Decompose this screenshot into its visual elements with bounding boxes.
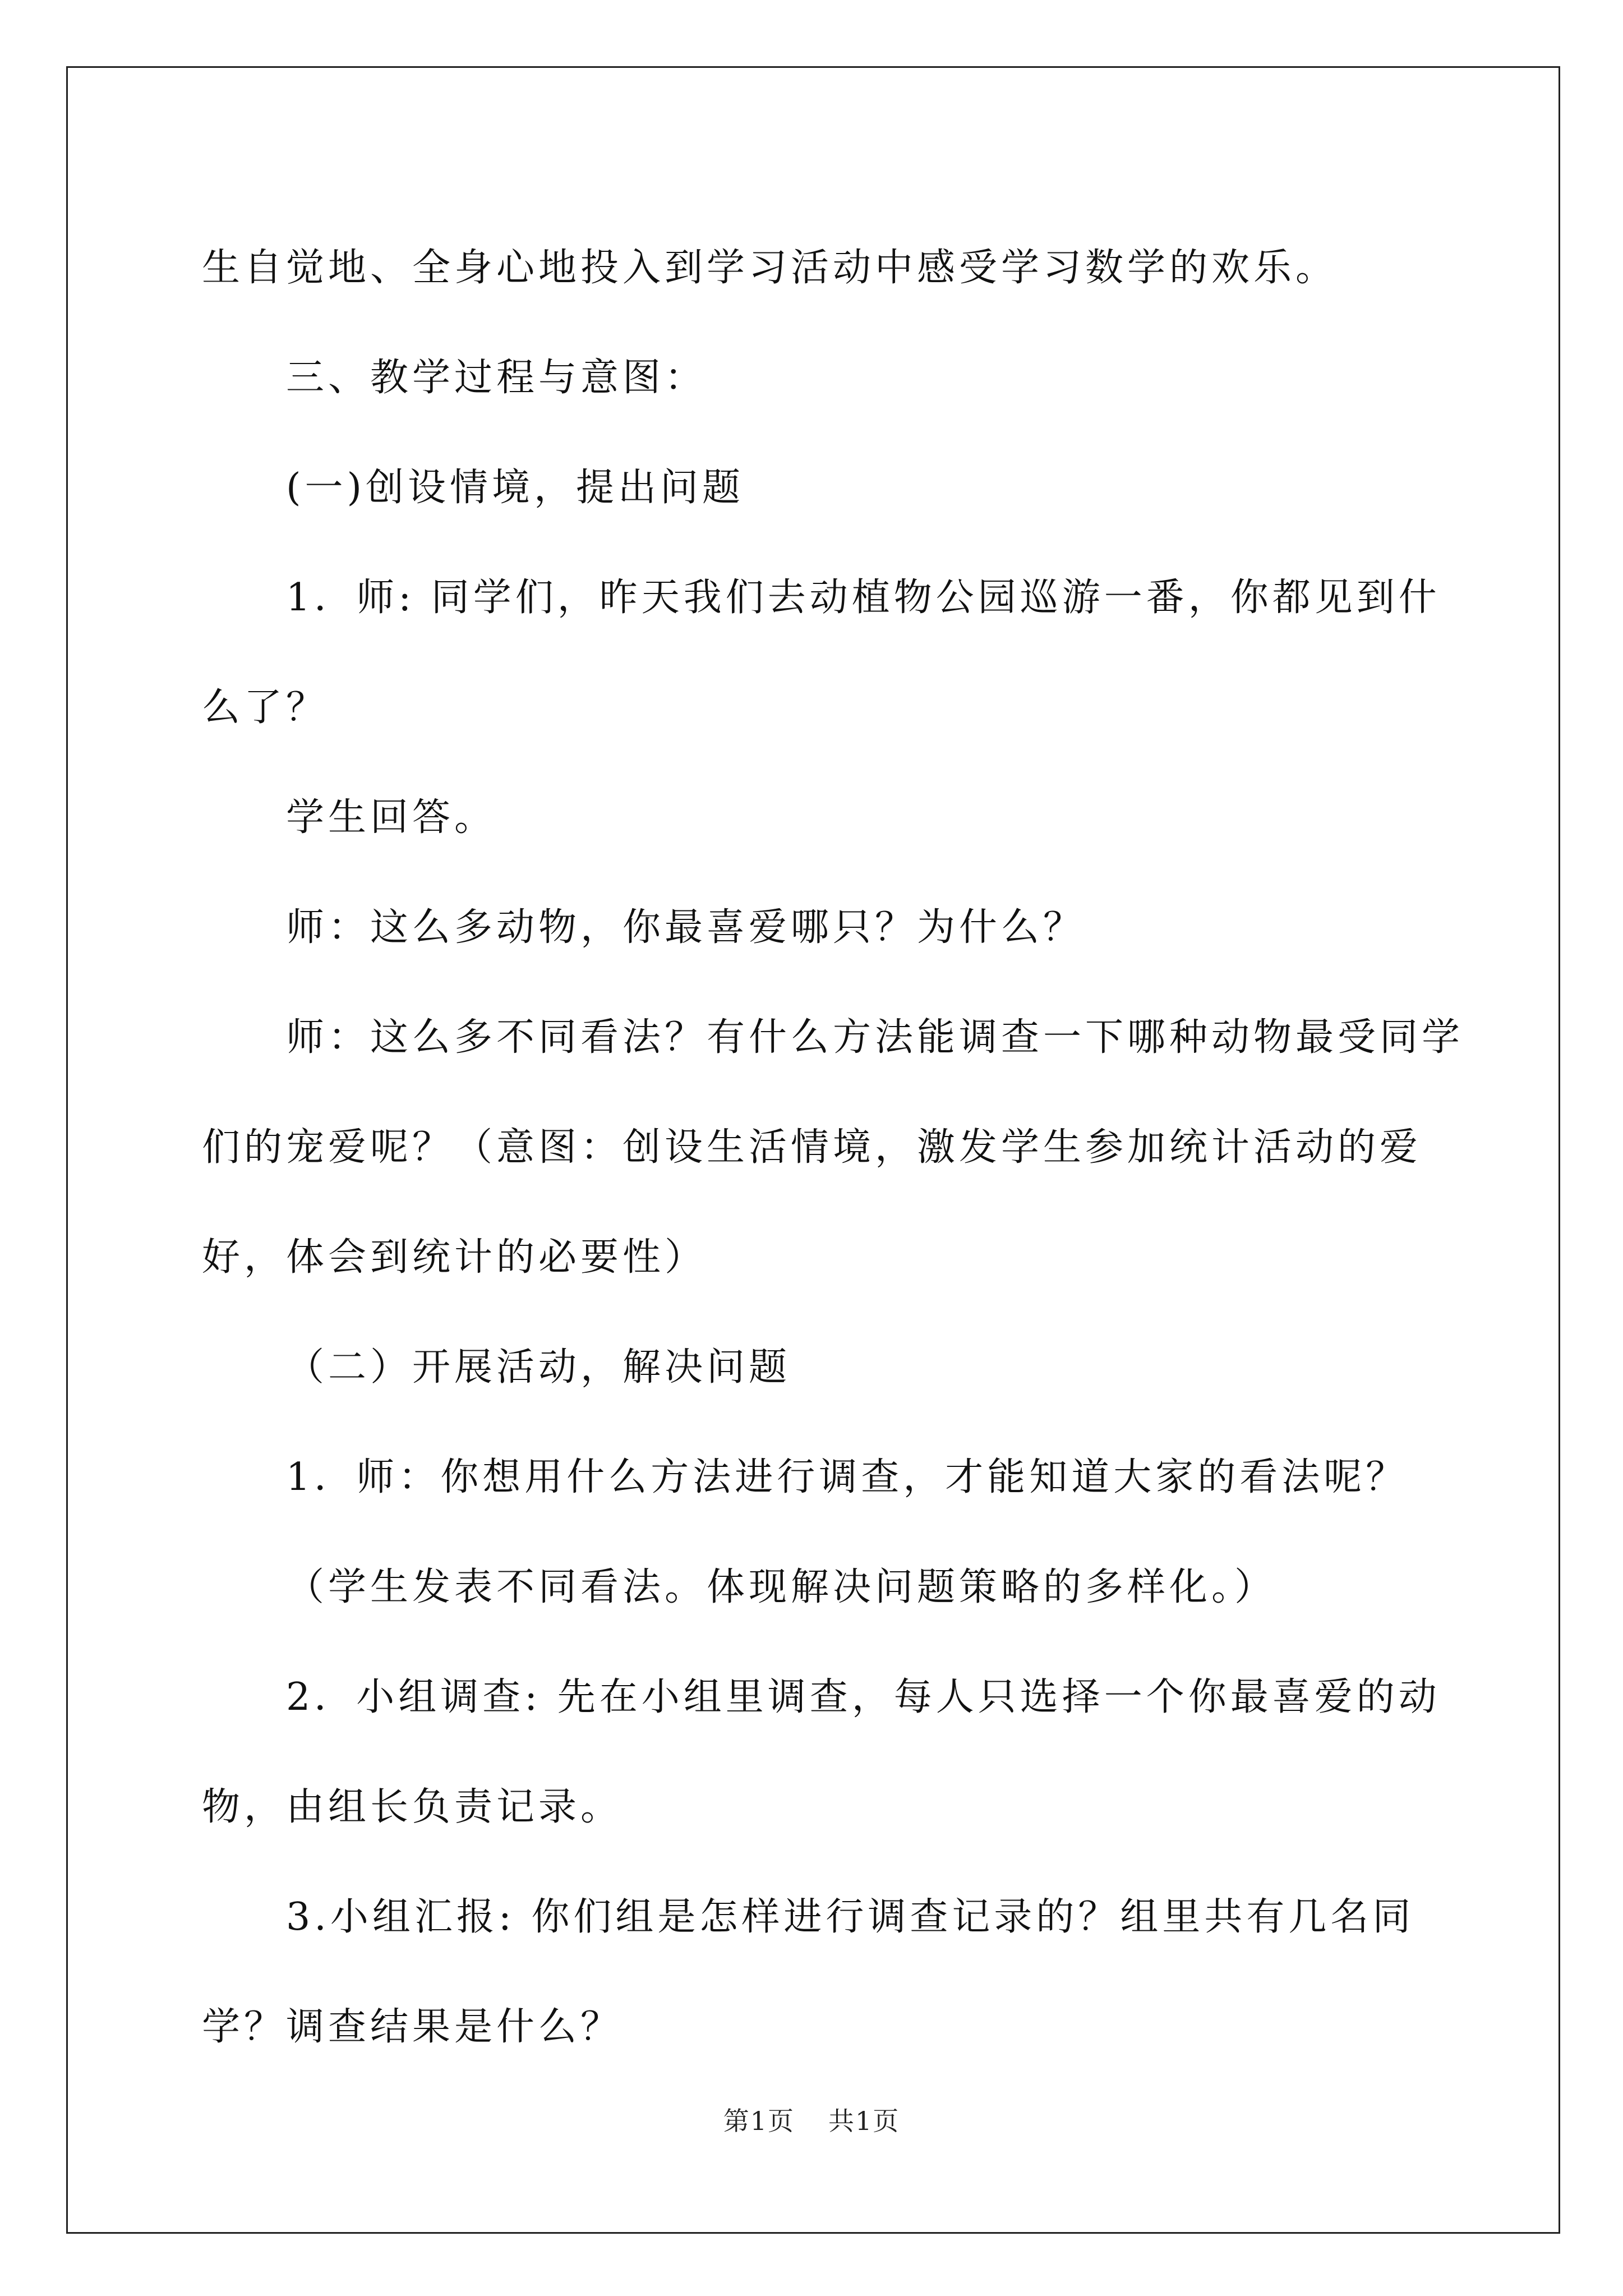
paragraph-4: 1．师: 同学们，昨天我们去动植物公园巡游一番，你都见到什么了？: [202, 576, 1441, 730]
paragraph-5: 学生回答。: [286, 795, 497, 840]
paragraph-7: 师：这么多不同看法？有什么方法能调查一下哪种动物最受同学们的宠爱呢？（意图：创设生活情境，激发学生参加统计活动的爱好，体会到统计的必要性）: [202, 1015, 1464, 1280]
paragraph-1: 生自觉地、全身心地投入到学习活动中感受学习数学的欢乐。: [202, 246, 1338, 290]
paragraph-9: 1．师：你想用什么方法进行调查，才能知道大家的看法呢？: [286, 1455, 1408, 1499]
paragraph-12: 3.小组汇报: 你们组是怎样进行调查记录的？组里共有几名同学？调查结果是什么？: [202, 1895, 1415, 2049]
page-footer: [0, 2101, 1623, 2138]
page-number: 第1页: [723, 2106, 795, 2136]
paragraph-2: 三、教学过程与意图：: [286, 356, 707, 400]
page-total: 共1页: [828, 2106, 900, 2136]
paragraph-11: 2．小组调查: 先在小组里调查，每人只选择一个你最喜爱的动物，由组长负责记录。: [202, 1675, 1441, 1829]
document-body: [202, 213, 1469, 2082]
paragraph-8: （二）开展活动，解决问题: [286, 1345, 791, 1389]
paragraph-10: （学生发表不同看法。体现解决问题策略的多样化。）: [286, 1565, 1277, 1609]
paragraph-6: 师：这么多动物，你最喜爱哪只？为什么？: [286, 905, 1086, 950]
paragraph-3: (一)创设情境，提出问题: [286, 466, 745, 510]
